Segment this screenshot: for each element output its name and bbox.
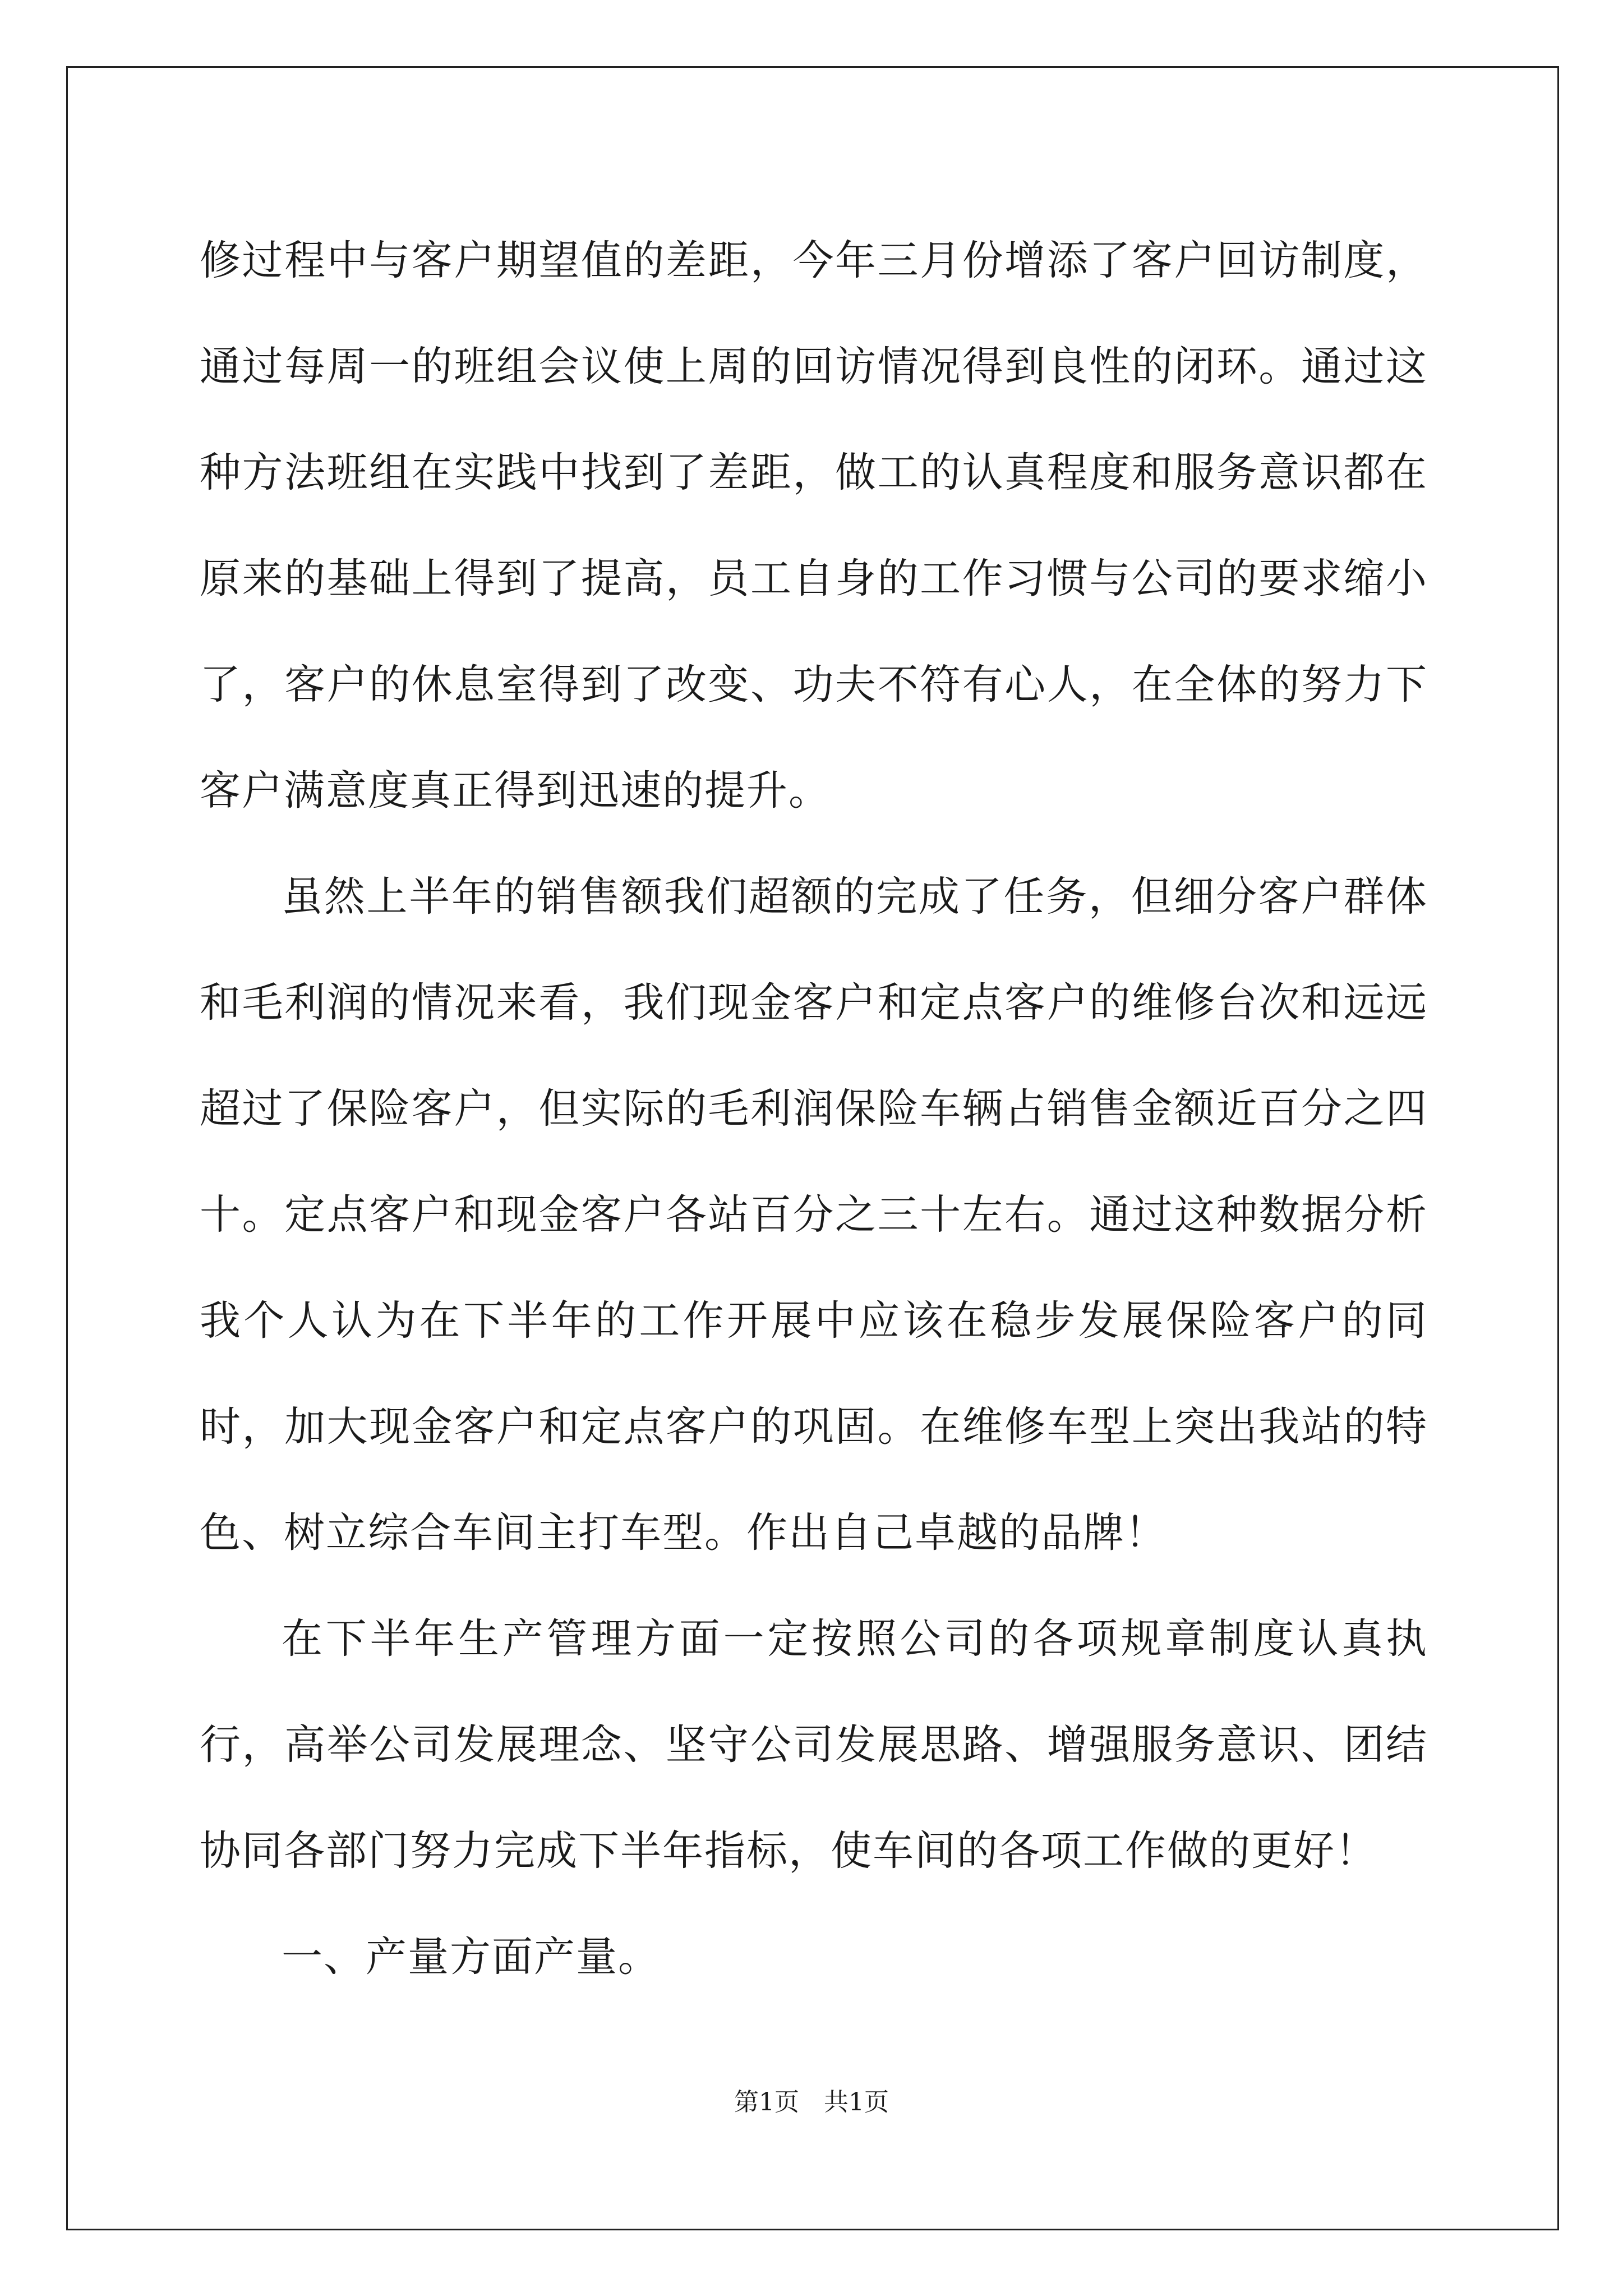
- page-number-current: 第1页: [734, 2088, 799, 2116]
- paragraph-3: 在下半年生产管理方面一定按照公司的各项规章制度认真执行，高举公司发展理念、坚守公司发展思路、增强服务意识、团结协同各部门努力完成下半年指标，使车间的各项工作做的更好！: [200, 1615, 1428, 1875]
- page-footer: [0, 2086, 1623, 2119]
- paragraph-4: 一、产量方面产量。: [282, 1933, 660, 1981]
- paragraph-1: 修过程中与客户期望值的差距，今年三月份增添了客户回访制度，通过每周一的班组会议使上周的回访情况得到良性的闭环。通过这种方法班组在实践中找到了差距，做工的认真程度和服务意识都在原来的基础上得到了提高，员工自身的工作习惯与公司的要求缩小了，客户的休息室得到了改变、功夫不符有心人，在全体的努力下客户满意度真正得到迅速的提升。: [200, 237, 1428, 815]
- document-body: [200, 208, 1428, 2010]
- page-number-total: 共1页: [824, 2088, 889, 2116]
- paragraph-2: 虽然上半年的销售额我们超额的完成了任务，但细分客户群体和毛利润的情况来看，我们现金客户和定点客户的维修台次和远远超过了保险客户，但实际的毛利润保险车辆占销售金额近百分之四十。定点客户和现金客户各站百分之三十左右。通过这种数据分析我个人认为在下半年的工作开展中应该在稳步发展保险客户的同时，加大现金客户和定点客户的巩固。在维修车型上突出我站的特色、树立综合车间主打车型。作出自己卓越的品牌！: [200, 873, 1428, 1557]
